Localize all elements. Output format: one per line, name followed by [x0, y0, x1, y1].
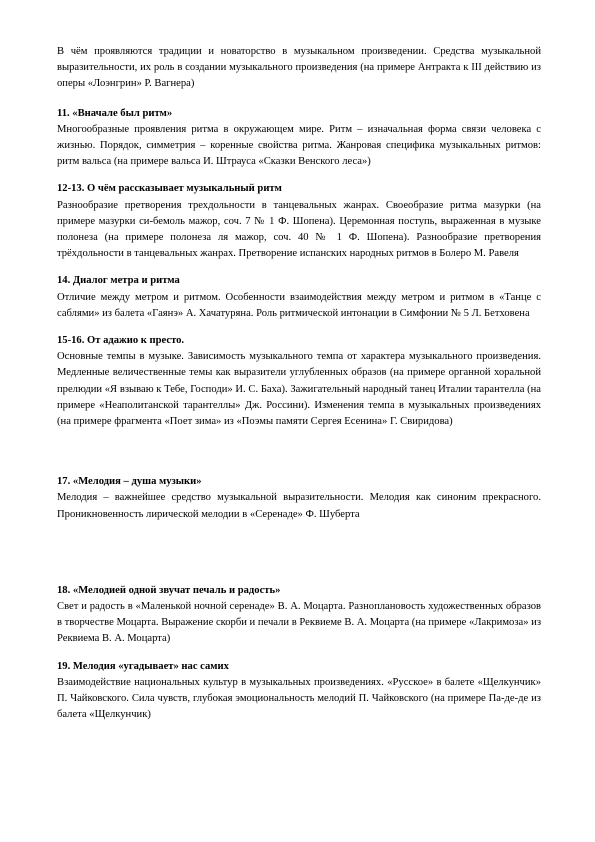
section-heading: 14. Диалог метра и ритма — [57, 275, 180, 287]
section-body: Мелодия – важнейшее средство музыкальной выразительности. Мелодия как синоним прекрасного. Проникновенность лирической мелодии в «Серенаде» Ф. Шуберта — [57, 492, 541, 520]
section-12-13 — [57, 181, 541, 262]
section-11 — [57, 106, 541, 171]
section-heading: 12-13. О чём рассказывает музыкальный ритм — [57, 183, 282, 195]
section-19 — [57, 659, 541, 724]
section-body: Разнообразие претворения трехдольности в танцевальных жанрах. Своеобразие ритма мазурки (на примере мазурки си-бемоль мажор, соч. 7 № 1 Ф. Шопена). Церемонная поступь, выраженная в музыке полонеза (на примере полонеза ля мажор, соч. 40 № 1 Ф. Шопена). Разнообразие претворения трёхдольности в танцевальных жанрах. Претворение испанских народных ритмов в Болеро М. Равеля — [57, 199, 541, 260]
document-page — [57, 44, 541, 724]
section-heading: 15-16. От адажио к престо. — [57, 335, 185, 347]
section-body: Свет и радость в «Маленькой ночной серенаде» В. А. Моцарта. Разноплановость художественных образов в творчестве Моцарта. Выражение скорби и печали в Реквиеме В. А. Моцарта (на примере «Лакримоза» из Реквиема В. А. Моцарта) — [57, 601, 542, 645]
section-body: Основные темпы в музыке. Зависимость музыкального темпа от характера музыкального произведения. Медленные величественные темы как выразители углубленных образов (на примере органной хоральной прелюдии «Я взываю к Тебе, Господи» И. С. Баха). Зажигательный народный танец Италии тарантелла (на примере «Неаполитанской тарантеллы» Дж. Россини). Изменения темпа в музыкальных произведениях (на примере фрагмента «Поет зима» из «Поэмы памяти Сергея Есенина» Г. Свиридова) — [57, 351, 541, 428]
section-heading: 17. «Мелодия – душа музыки» — [57, 476, 202, 488]
section-17 — [57, 474, 541, 523]
section-14 — [57, 273, 541, 322]
intro-paragraph: В чём проявляются традиции и новаторство в музыкальном произведении. Средства музыкальной выразительности, их роль в создании музыкального произведения (на примере Антракта к III действию из оперы «Лоэнгрин» Р. Вагнера) — [57, 46, 541, 90]
section-heading: 11. «Вначале был ритм» — [57, 107, 173, 119]
section-body: Многообразные проявления ритма в окружающем мире. Ритм – изначальная форма связи человека с жизнью. Порядок, симметрия – коренные свойства ритма. Жанровая специфика музыкальных ритмов: ритм вальса (на примере вальса И. Штрауса «Сказки Венского леса») — [57, 123, 541, 168]
section-18 — [57, 583, 541, 648]
section-15-16 — [57, 333, 541, 430]
section-heading: 18. «Мелодией одной звучат печаль и радость» — [57, 584, 281, 596]
section-body: Отличие между метром и ритмом. Особенности взаимодействия между метром и ритмом в «Танце с саблями» из балета «Гаянэ» А. Хачатуряна. Роль ритмической интонации в Симфонии № 5 Л. Бетховена — [57, 291, 541, 319]
section-heading: 19. Мелодия «угадывает» нас самих — [57, 660, 229, 672]
section-body: Взаимодействие национальных культур в музыкальных произведениях. «Русское» в балете «Щелкунчик» П. Чайковского. Сила чувств, глубокая эмоциональность мелодий П. Чайковского (на примере Па-де-де из балета «Щелкунчик) — [57, 676, 541, 721]
